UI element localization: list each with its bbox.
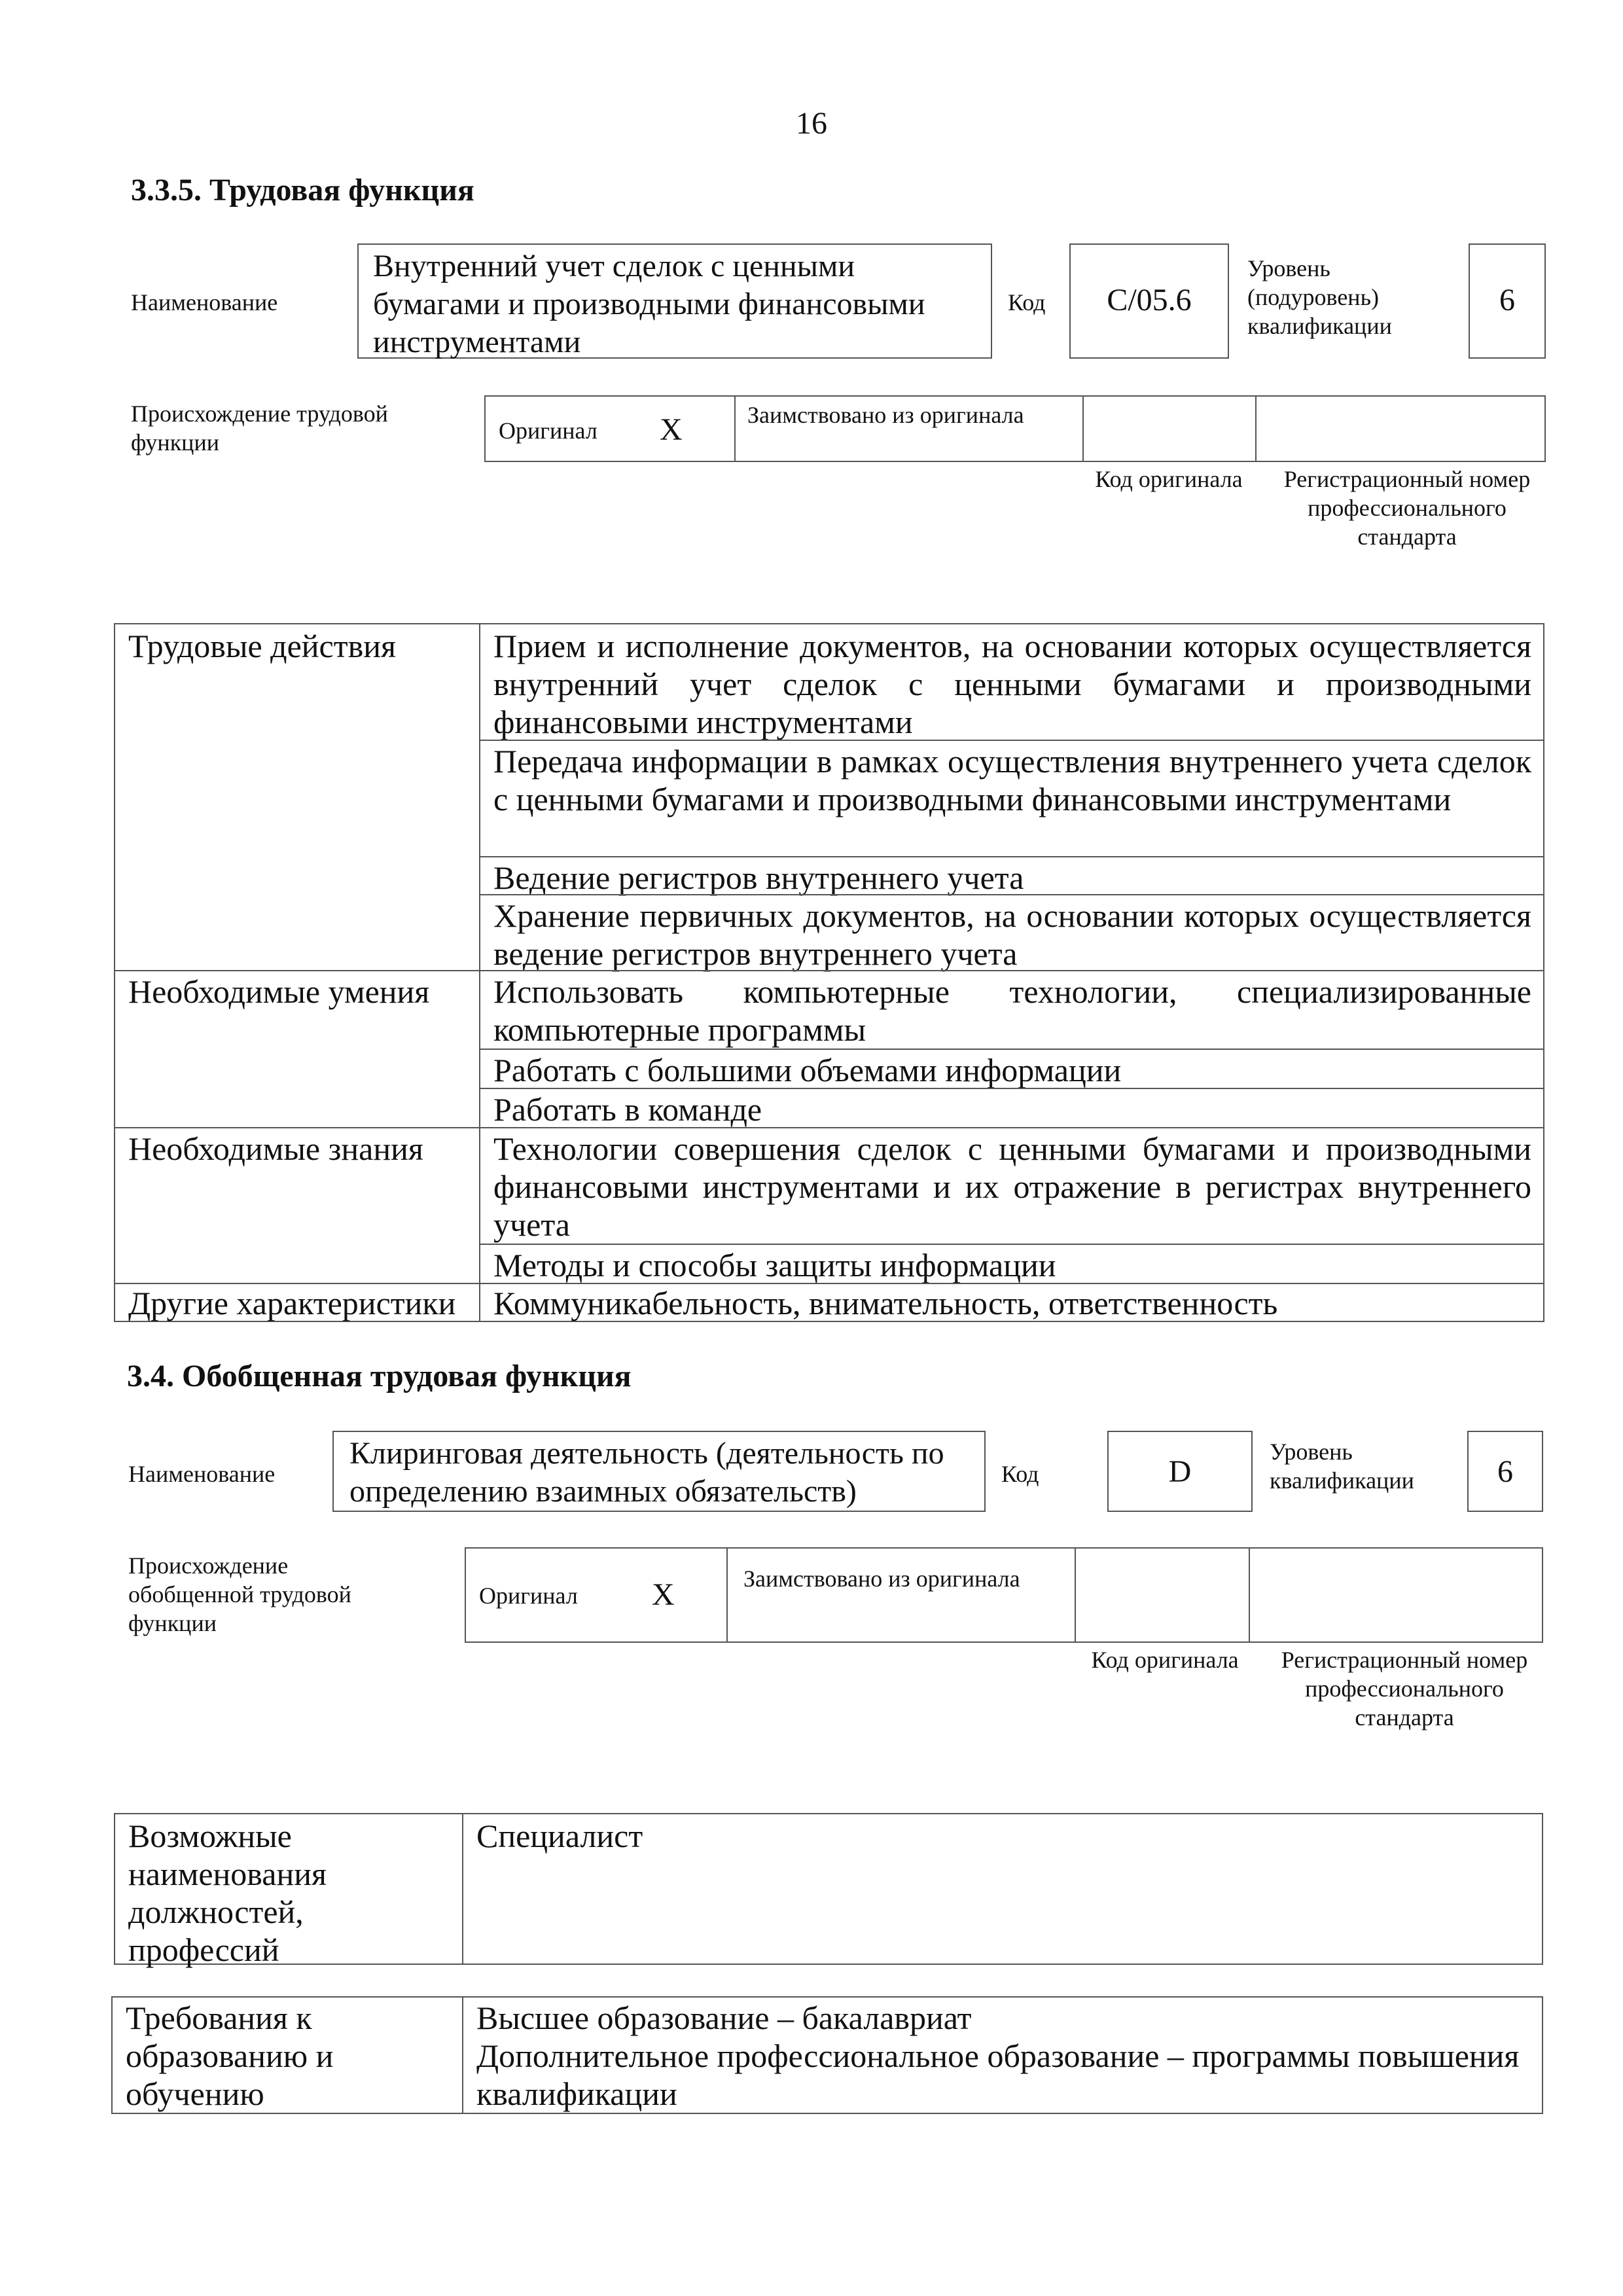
level-box [1469,243,1546,359]
level-label: Уровень (подуровень) квалификации [1247,255,1392,339]
positions-value: Специалист [476,1818,643,1854]
action-item: Хранение первичных документов, на основании которых осуществляется ведение регистров внутреннего учета [493,897,1531,972]
code-value-34: D [1168,1454,1192,1489]
original-mark-34: X [652,1577,675,1612]
action-item: Прием и исполнение документов, на основании которых осуществляется внутренний учет сделок с ценными бумагами и производными финансовыми инструментами [493,628,1531,740]
level-box-34 [1467,1431,1543,1512]
education-line: Дополнительное профессиональное образование – программы повышения квалификации [476,2037,1520,2112]
code-label-34: Код [1001,1461,1039,1487]
generalized-function-name-box [332,1431,986,1512]
code-value: C/05.6 [1107,283,1192,317]
original-label: Оригинал [499,418,597,444]
reg-number-caption-34: Регистрационный номер профессионального стандарта [1281,1647,1528,1731]
reg-number-caption: Регистрационный номер профессионального стандарта [1283,466,1531,550]
knowledge-item: Методы и способы защиты информации [493,1247,1056,1283]
level-value: 6 [1499,283,1515,317]
page-number: 16 [796,106,827,141]
origin-label: Происхождение трудовой функции [131,401,388,456]
level-value-34: 6 [1497,1454,1513,1489]
positions-table [114,1813,1543,1968]
row-label-knowledge: Необходимые знания [128,1130,423,1167]
code-box [1069,243,1229,359]
section-heading-34: 3.4. Обобщенная трудовая функция [127,1359,632,1393]
origin-label-34: Происхождение обобщенной трудовой функции [128,1552,351,1636]
education-label: Требования к образованию и обучению [126,2000,334,2112]
section-heading-335: 3.3.5. Трудовая функция [131,173,474,207]
origin-table-34 [465,1547,1543,1643]
name-label: Наименование [131,289,278,315]
borrowed-label: Заимствовано из оригинала [747,402,1024,428]
level-label-34: Уровень квалификации [1270,1439,1414,1494]
code-original-caption-34: Код оригинала [1091,1647,1239,1673]
education-line: Высшее образование – бакалавриат [476,2000,972,2036]
row-label-other: Другие характеристики [128,1285,456,1321]
skill-item: Работать с большими объемами информации [493,1052,1122,1088]
code-label: Код [1008,289,1046,315]
name-label-34: Наименование [128,1461,276,1487]
row-label-skills: Необходимые умения [128,973,430,1010]
action-item: Ведение регистров внутреннего учета [493,859,1024,896]
code-box-34 [1107,1431,1253,1512]
borrowed-label-34: Заимствовано из оригинала [743,1566,1020,1592]
knowledge-item: Технологии совершения сделок с ценными бумагами и производными финансовыми инструментами и их отражение в регистрах внутреннего учета [493,1130,1531,1243]
education-requirements [463,1999,1543,2113]
positions-label: Возможные наименования должностей, профессий [128,1818,327,1968]
other-item: Коммуникабельность, внимательность, ответственность [493,1285,1278,1321]
function-name-box [357,243,992,359]
original-mark: X [660,412,683,447]
action-item: Передача информации в рамках осуществления внутреннего учета сделок с ценными бумагами и производными финансовыми инструментами [493,743,1531,817]
original-label-34: Оригинал [479,1583,578,1609]
code-original-caption: Код оригинала [1095,466,1243,492]
skill-item: Работать в команде [493,1091,762,1128]
function-name-value: Внутренний учет сделок с ценными бумагами и производными финансовыми инструментами [373,249,925,359]
origin-table [484,395,1546,462]
row-label-actions: Трудовые действия [128,628,396,664]
generalized-function-name-value: Клиринговая деятельность (деятельность по определению взаимных обязательств) [349,1436,944,1509]
skill-item: Использовать компьютерные технологии, специализированные компьютерные программы [493,973,1531,1048]
education-table [111,1996,1543,2114]
function-details-table [114,623,1544,1322]
